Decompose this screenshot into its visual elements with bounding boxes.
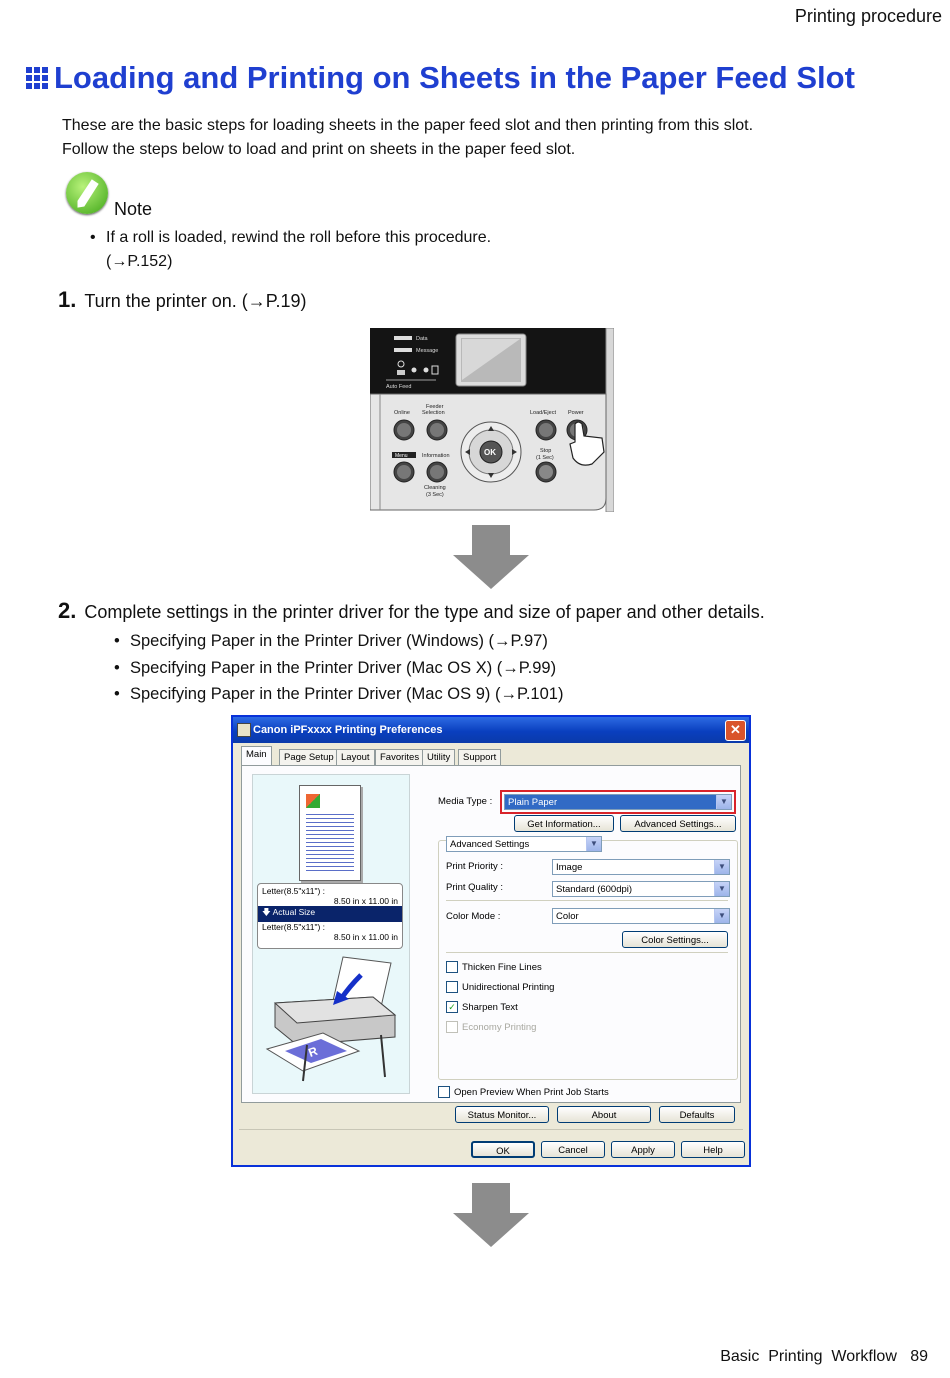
power-label: Power	[568, 410, 584, 416]
print-quality-select[interactable]	[552, 881, 730, 897]
close-button[interactable]: ✕	[725, 720, 746, 741]
note-bullet: • If a roll is loaded, rewind the roll before this procedure. (→P.152)	[90, 226, 491, 274]
status-monitor-button[interactable]: Status Monitor...	[455, 1106, 549, 1123]
defaults-button[interactable]: Defaults	[659, 1106, 735, 1123]
step-text: Turn the printer on. (→P.19)	[84, 291, 307, 311]
note-pencil-icon	[66, 172, 108, 214]
page2-size: 8.50 in x 11.00 in	[333, 932, 398, 942]
mode-select-value: Advanced Settings	[450, 839, 530, 850]
list-item[interactable]: • Specifying Paper in the Printer Driver (Windows) (→P.97)	[114, 632, 548, 650]
running-header: Printing procedure	[794, 6, 942, 26]
economy-printing-checkbox	[446, 1021, 536, 1033]
down-arrow-icon	[453, 525, 529, 589]
ok-button[interactable]: OK	[471, 1141, 535, 1158]
thicken-fine-lines-checkbox[interactable]	[446, 961, 542, 973]
settings-group	[438, 840, 738, 1080]
checkbox-label: Economy Printing	[462, 1021, 537, 1033]
section-grid-icon	[26, 67, 48, 89]
tab-main[interactable]: Main	[241, 746, 272, 767]
dialog-titlebar[interactable]	[233, 717, 749, 743]
print-preview-pane	[252, 774, 410, 1094]
checkbox-box[interactable]	[446, 981, 458, 993]
color-settings-button[interactable]: Color Settings...	[622, 931, 728, 948]
auto-feed-label: Auto Feed	[386, 384, 412, 390]
ok-label: OK	[484, 448, 496, 457]
printer-feed-illustration	[263, 953, 403, 1085]
checkbox-box[interactable]	[446, 961, 458, 973]
printer-icon	[237, 723, 251, 737]
tab-utility[interactable]: Utility	[422, 749, 455, 766]
actual-size-label: Actual Size	[272, 907, 316, 917]
color-mode-select[interactable]	[552, 908, 730, 924]
feeder-selection-label-2: Selection	[422, 410, 445, 416]
media-type-select[interactable]	[504, 794, 732, 810]
load-eject-label: Load/Eject	[530, 410, 556, 416]
chevron-down-icon: ▼	[714, 860, 729, 874]
printer-control-panel-illustration	[370, 328, 614, 512]
cleaning-label-2: (3 Sec)	[426, 492, 444, 498]
svg-text:R: R	[306, 1043, 320, 1061]
down-arrow-small-icon: 🡇	[262, 907, 273, 917]
page-title	[26, 60, 855, 96]
print-quality-label: Print Quality :	[446, 882, 504, 893]
page-footer: Basic Printing Workflow 89	[720, 1348, 928, 1365]
dialog-title: Canon iPFxxxx Printing Preferences	[253, 724, 443, 736]
list-item[interactable]: • Specifying Paper in the Printer Driver (Mac OS X) (→P.99)	[114, 658, 557, 677]
chevron-down-icon: ▼	[586, 837, 601, 851]
stop-label: Stop	[540, 448, 552, 454]
down-arrow-icon	[453, 1183, 529, 1247]
note-bullet-ref[interactable]: (→P.152)	[106, 253, 173, 270]
cancel-button[interactable]: Cancel	[541, 1141, 605, 1158]
divider	[446, 952, 728, 953]
step-number: 2.	[58, 598, 77, 623]
get-information-button[interactable]: Get Information...	[514, 815, 614, 832]
information-label: Information	[422, 453, 450, 459]
advanced-settings-button[interactable]: Advanced Settings...	[620, 815, 736, 832]
media-type-label: Media Type :	[438, 796, 493, 807]
print-priority-label: Print Priority :	[446, 861, 504, 872]
data-led-label: Data	[416, 336, 428, 342]
cleaning-label: Cleaning	[424, 485, 446, 491]
page1-label: Letter(8.5"x11") :	[262, 886, 326, 896]
checkbox-box	[446, 1021, 458, 1033]
page-thumbnail	[299, 785, 361, 881]
step-number: 1.	[58, 287, 77, 312]
page2-label: Letter(8.5"x11") :	[262, 922, 326, 932]
checkbox-label: Thicken Fine Lines	[462, 961, 542, 973]
note-bullet-text: If a roll is loaded, rewind the roll before this procedure.	[106, 229, 492, 246]
divider	[239, 1129, 743, 1130]
color-mode-value: Color	[556, 911, 579, 922]
color-mode-label: Color Mode :	[446, 911, 501, 922]
chevron-down-icon: ▼	[714, 882, 729, 896]
step-2	[58, 598, 765, 624]
intro-paragraph	[62, 114, 753, 162]
open-preview-checkbox[interactable]	[438, 1086, 609, 1098]
step-1	[58, 287, 306, 313]
paper-size-info	[257, 883, 403, 949]
checkbox-box[interactable]	[438, 1086, 450, 1098]
main-tab-content	[241, 765, 741, 1103]
chevron-down-icon: ▼	[716, 795, 731, 809]
apply-button[interactable]: Apply	[611, 1141, 675, 1158]
tab-layout[interactable]: Layout	[336, 749, 375, 766]
note-label: Note	[114, 199, 153, 219]
print-priority-select[interactable]	[552, 859, 730, 875]
page-thumbnail-graphic	[306, 794, 320, 808]
print-priority-value: Image	[556, 862, 583, 873]
checkbox-label: Sharpen Text	[462, 1001, 518, 1013]
mode-select[interactable]	[446, 836, 602, 852]
tab-favorites[interactable]: Favorites	[375, 749, 424, 766]
checkmark-icon[interactable]: ✓	[446, 1001, 458, 1013]
stop-label-2: (1 Sec)	[536, 455, 554, 461]
feeder-selection-label: Feeder	[426, 404, 444, 410]
menu-label: Menu	[395, 453, 408, 459]
sharpen-text-checkbox[interactable]	[446, 1001, 518, 1013]
help-button[interactable]: Help	[681, 1141, 745, 1158]
media-type-value: Plain Paper	[508, 797, 558, 808]
unidirectional-printing-checkbox[interactable]	[446, 981, 554, 993]
divider	[446, 900, 728, 901]
intro-line: These are the basic steps for loading sheets in the paper feed slot and then printing from this slot.	[62, 117, 754, 134]
chevron-down-icon: ▼	[714, 909, 729, 923]
message-led-label: Message	[416, 348, 439, 354]
printing-preferences-dialog	[231, 715, 751, 1167]
list-item[interactable]: • Specifying Paper in the Printer Driver (Mac OS 9) (→P.101)	[114, 685, 564, 703]
checkbox-label: Open Preview When Print Job Starts	[454, 1086, 609, 1098]
online-label: Online	[394, 410, 410, 416]
actual-size-row	[258, 906, 402, 922]
page-title-text: Loading and Printing on Sheets in the Paper Feed Slot	[54, 60, 855, 95]
about-button[interactable]: About	[557, 1106, 651, 1123]
checkbox-label: Unidirectional Printing	[462, 981, 555, 993]
step-text: Complete settings in the printer driver for the type and size of paper and other details.	[84, 602, 765, 622]
step-2-bullets	[114, 628, 563, 708]
intro-line: Follow the steps below to load and print on sheets in the paper feed slot.	[62, 141, 576, 158]
tab-page-setup[interactable]: Page Setup	[279, 749, 339, 766]
tab-support[interactable]: Support	[458, 749, 501, 766]
page-thumbnail-lines	[306, 814, 354, 874]
page1-size: 8.50 in x 11.00 in	[333, 896, 398, 906]
print-quality-value: Standard (600dpi)	[556, 884, 633, 895]
